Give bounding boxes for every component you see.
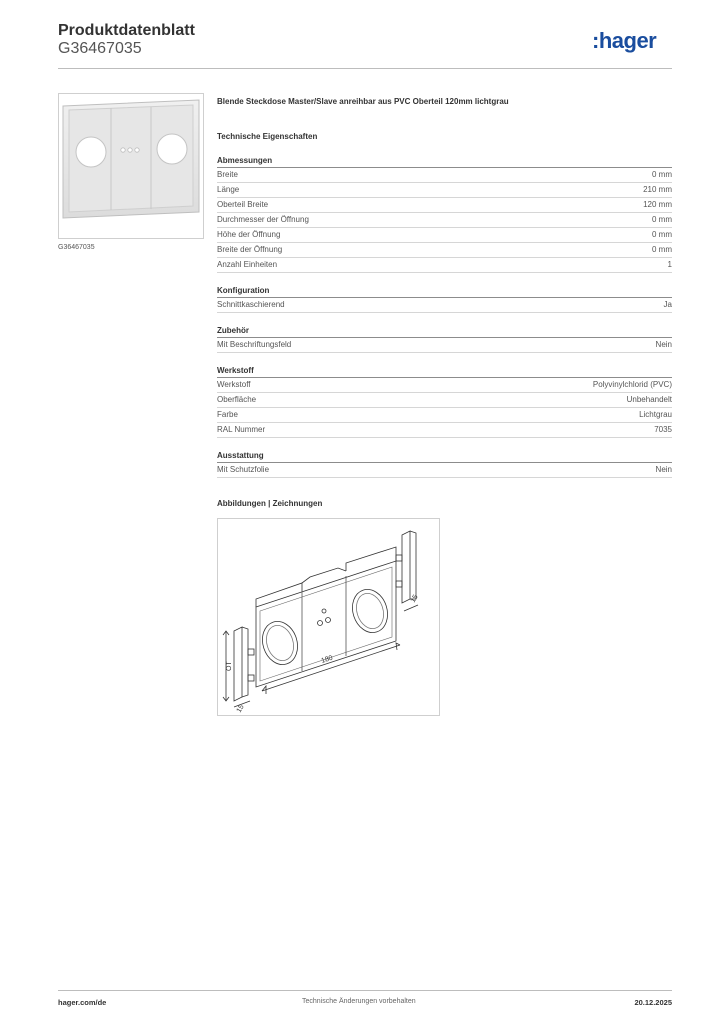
spec-row	[217, 393, 672, 408]
dim-height-label: OT	[226, 661, 233, 671]
spec-value: 0 mm	[652, 245, 672, 254]
spec-value: Unbehandelt	[626, 395, 672, 404]
dim-length-label: 180	[320, 654, 334, 665]
footer-note: Technische Änderungen vorbehalten	[302, 998, 416, 1005]
spec-value: 0 mm	[652, 170, 672, 179]
product-number: G36467035	[58, 40, 142, 57]
spec-value: 210 mm	[643, 185, 672, 194]
section-equipment	[217, 450, 672, 478]
spec-row	[217, 338, 672, 353]
spec-row	[217, 423, 672, 438]
footer-divider	[58, 990, 672, 991]
spec-row	[217, 243, 672, 258]
dim-side-left-label: 15	[235, 703, 246, 714]
section-title: Abmessungen	[217, 155, 672, 168]
spec-row	[217, 298, 672, 313]
spec-value: 1	[667, 260, 672, 269]
spec-row	[217, 228, 672, 243]
spec-value: 7035	[654, 425, 672, 434]
spec-label: Breite der Öffnung	[217, 245, 283, 254]
spec-row	[217, 168, 672, 183]
drawing-end-cap-left	[234, 627, 242, 701]
technical-drawing	[217, 518, 440, 716]
spec-label: Anzahl Einheiten	[217, 260, 278, 269]
spec-label: Oberfläche	[217, 395, 257, 404]
dim-side-right-label: 15	[409, 593, 420, 604]
spec-value: Lichtgrau	[639, 410, 672, 419]
spec-label: RAL Nummer	[217, 425, 266, 434]
spec-label: Länge	[217, 185, 240, 194]
footer-website: hager.com/de	[58, 998, 107, 1007]
spec-label: Oberteil Breite	[217, 200, 269, 209]
spec-row	[217, 463, 672, 478]
section-dimensions	[217, 155, 672, 273]
spec-row	[217, 198, 672, 213]
product-image-caption: G36467035	[58, 244, 95, 251]
section-title: Konfiguration	[217, 285, 672, 298]
spec-value: Ja	[663, 300, 672, 309]
product-description: Blende Steckdose Master/Slave anreihbar aus PVC Oberteil 120mm lichtgrau	[217, 97, 509, 106]
spec-value: 0 mm	[652, 230, 672, 239]
drawing-end-cap-right	[402, 531, 410, 603]
product-image	[58, 93, 204, 239]
spec-value: Nein	[655, 465, 672, 474]
figures-heading: Abbildungen | Zeichnungen	[217, 499, 323, 508]
spec-label: Mit Schutzfolie	[217, 465, 270, 474]
hager-logo	[592, 28, 674, 54]
header-divider	[58, 68, 672, 69]
section-configuration	[217, 285, 672, 313]
product-details	[217, 96, 672, 716]
section-title: Zubehör	[217, 325, 672, 338]
page-title: Produktdatenblatt	[58, 22, 195, 39]
spec-label: Schnittkaschierend	[217, 300, 285, 309]
spec-label: Höhe der Öffnung	[217, 230, 281, 239]
section-accessories	[217, 325, 672, 353]
spec-value: Nein	[655, 340, 672, 349]
spec-value: Polyvinylchlorid (PVC)	[592, 380, 672, 389]
spec-row	[217, 213, 672, 228]
spec-value: 0 mm	[652, 215, 672, 224]
spec-row	[217, 408, 672, 423]
spec-label: Breite	[217, 170, 238, 179]
spec-label: Durchmesser der Öffnung	[217, 215, 309, 224]
spec-label: Werkstoff	[217, 380, 251, 389]
hager-logo-text: :hager	[592, 28, 657, 53]
spec-label: Farbe	[217, 410, 238, 419]
technical-properties-heading: Technische Eigenschaften	[217, 132, 318, 141]
footer-date: 20.12.2025	[634, 998, 672, 1007]
spec-row	[217, 378, 672, 393]
section-title: Ausstattung	[217, 450, 672, 463]
section-title: Werkstoff	[217, 365, 672, 378]
spec-row	[217, 258, 672, 273]
section-material	[217, 365, 672, 438]
spec-value: 120 mm	[643, 200, 672, 209]
spec-row	[217, 183, 672, 198]
spec-label: Mit Beschriftungsfeld	[217, 340, 292, 349]
